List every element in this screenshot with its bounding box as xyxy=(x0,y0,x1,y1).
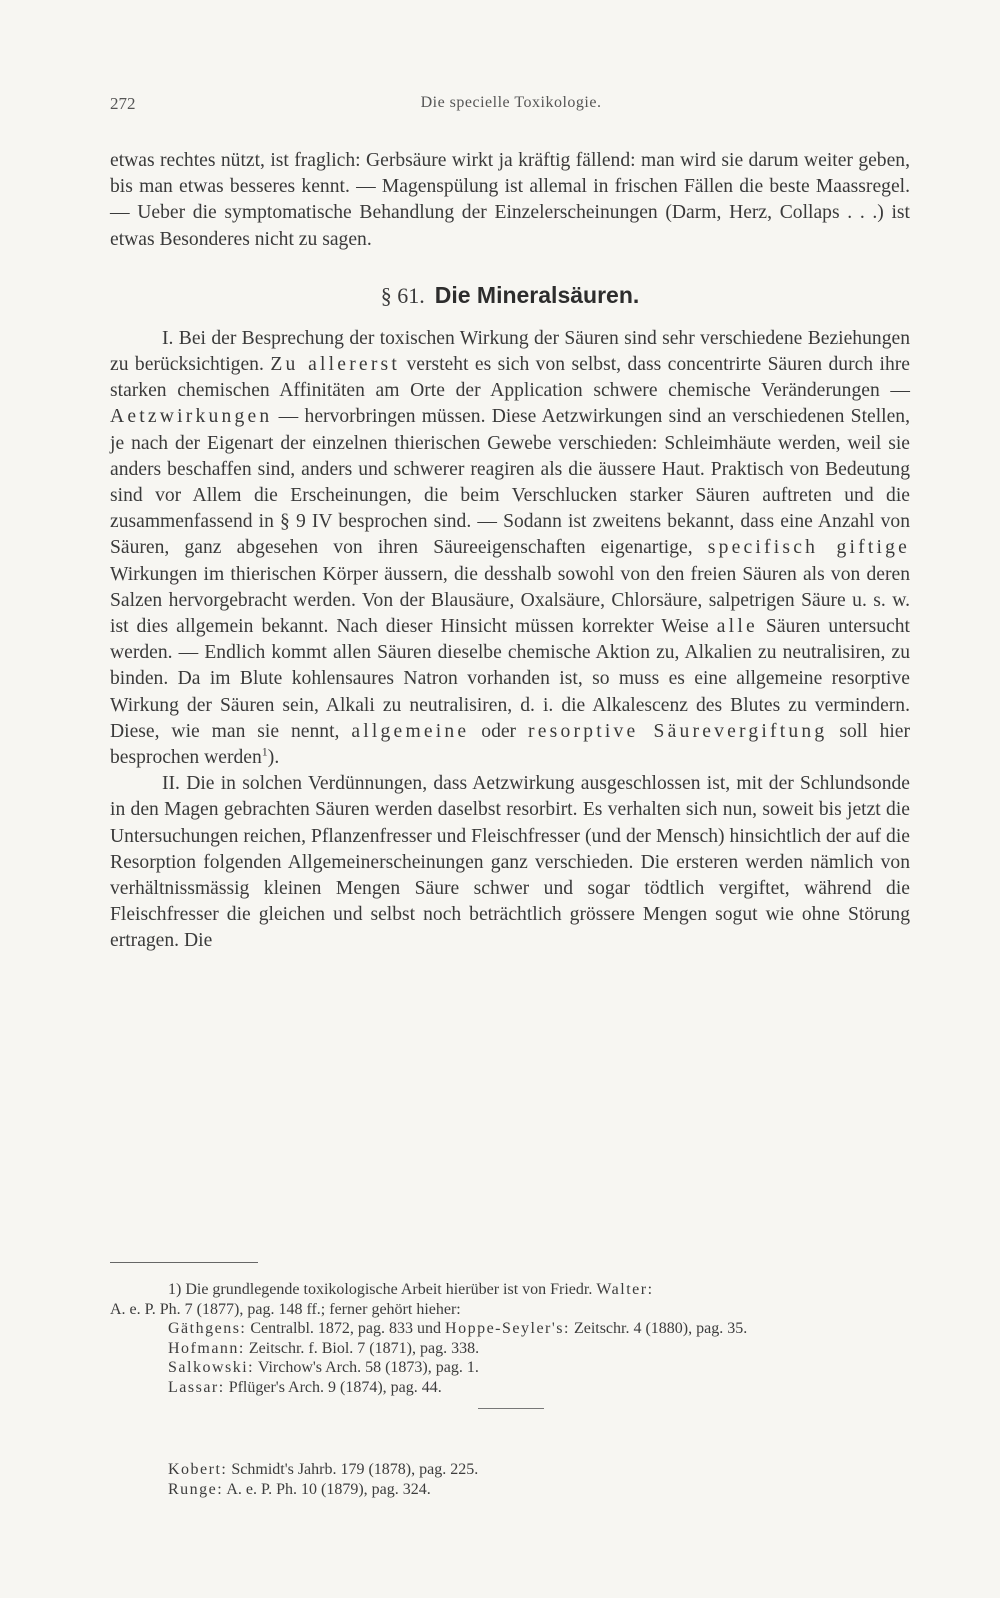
section-heading xyxy=(110,281,910,310)
footnote-1-line-2: A. e. P. Ph. 7 (1877), pag. 148 ff.; ferner gehört hieher: xyxy=(110,1300,461,1318)
page-header xyxy=(110,94,912,120)
footnote-marker[interactable]: 1 xyxy=(261,744,268,759)
author-name: Salkowski: xyxy=(168,1359,255,1377)
ref-text: A. e. P. Ph. 10 (1879), pag. 324. xyxy=(226,1480,431,1498)
author-name: Hofmann: xyxy=(168,1339,245,1357)
footnote-mark: 1) xyxy=(168,1281,182,1298)
spaced-emphasis: specifisch giftige xyxy=(707,537,910,559)
author-name: Walter: xyxy=(596,1281,654,1298)
ref-text: Virchow's Arch. 58 (1873), pag. 1. xyxy=(257,1359,479,1377)
author-name: Lassar: xyxy=(168,1378,225,1396)
ref-text: Pflüger's Arch. 9 (1874), pag. 44. xyxy=(228,1378,442,1396)
author-name: Runge: xyxy=(168,1480,224,1498)
paragraph-one xyxy=(110,326,910,771)
text-run: oder xyxy=(481,720,517,742)
spaced-emphasis: resorptive Säurevergiftung xyxy=(528,720,828,742)
footnotes xyxy=(110,1280,910,1409)
text-run: I. Bei der Besprechung der toxischen Wirkung der Säuren sind sehr verschiedene Beziehungen zu berücksichtigen. xyxy=(110,327,910,376)
ref-runge xyxy=(110,1480,910,1500)
footnote-text: Die grundlegende toxikologische Arbeit hierüber ist von Friedr. xyxy=(185,1281,593,1298)
ref-salkowski xyxy=(110,1358,910,1378)
ref-kobert xyxy=(110,1460,910,1480)
section-number: § 61. xyxy=(380,282,425,308)
spaced-emphasis: Zu allererst xyxy=(270,354,401,376)
text-run: Säuren untersucht werden. — Endlich kommt allen Säuren dieselbe chemische Aktion zu, Alkalien zu neutralisiren, zu binden. Da im Blute kohlensaures Natron vorhanden ist, so muss es eine allgemeine resorptive Wirkung der Säuren sein, Alkali zu neutralisiren, d. i. die Alkalescenz des Blutes zu vermindern. Diese, wie man sie nennt, xyxy=(110,616,910,742)
ref-lassar xyxy=(110,1378,910,1398)
footnote-rule xyxy=(110,1262,258,1263)
body-text xyxy=(110,148,910,955)
author-name: Gäthgens: xyxy=(168,1320,247,1338)
ref-text: Zeitschr. 4 (1880), pag. 35. xyxy=(573,1320,748,1338)
text-run: versteht es sich von selbst, dass concentrirte Säuren durch ihre starken chemischen Affinitäten am Orte der Application schwere chemische Veränderungen — xyxy=(110,354,910,402)
author-name: Kobert: xyxy=(168,1461,228,1478)
running-head: Die specielle Toxikologie. xyxy=(420,94,602,111)
ref-text: Schmidt's Jahrb. 179 (1878), pag. 225. xyxy=(231,1461,479,1478)
ref-gaethgens xyxy=(110,1319,910,1339)
ref-text: Centralbl. 1872, pag. 833 und xyxy=(250,1320,442,1338)
footnote-separator xyxy=(478,1408,544,1409)
spaced-emphasis: alle xyxy=(716,616,758,638)
section-title: Die Mineralsäuren. xyxy=(434,281,640,308)
spaced-emphasis: allgemeine xyxy=(351,720,470,742)
text-run: soll hier besprochen werden xyxy=(110,720,911,769)
spaced-emphasis: Aetzwirkungen xyxy=(110,406,273,428)
paragraph-two: II. Die in solchen Verdünnungen, dass Aetzwirkung ausgeschlossen ist, mit der Schlundsonde in den Magen gebrachten Säuren werden daselbst resorbirt. Es verhalten sich nun, soweit bis jetzt die Untersuchungen reichen, Pflanzenfresser und Fleischfresser (und der Mensch) hinsichtlich der auf die Resorption folgenden Allgemeinerscheinungen ganz verschieden. Die ersteren werden nämlich von verhältnissmässig kleinen Mengen Säure schwer und sogar tödtlich vergiftet, während die Fleischfresser die gleichen und selbst noch beträchtlich grössere Mengen sogut wie ohne Störung ertragen. Die xyxy=(110,773,910,952)
author-name: Hoppe-Seyler's: xyxy=(445,1320,570,1338)
paragraph-continued: etwas rechtes nützt, ist fraglich: Gerbsäure wirkt ja kräftig fällend: man wird sie darum weiter geben, bis man etwas besseres kennt. — Magenspülung ist allemal in frischen Fällen die beste Maassregel. — Ueber die symptomatische Behandlung der Einzelerscheinungen (Darm, Herz, Collaps . . .) ist etwas Besonderes nicht zu sagen. xyxy=(110,150,910,250)
footnotes-continued xyxy=(110,1460,910,1499)
text-run: Wirkungen im thierischen Körper äussern, die desshalb sowohl von den freien Säuren als von deren Salzen hervorgebracht werden. Von der Blausäure, Oxalsäure, Chlorsäure, salpetrigen Säure u. s. w. ist dies allgemein bekannt. Nach dieser Hinsicht müssen korrekter Weise xyxy=(110,563,910,638)
footnote-1 xyxy=(110,1280,910,1300)
text-run: ). xyxy=(267,747,280,769)
ref-hofmann xyxy=(110,1339,910,1359)
page-number: 272 xyxy=(110,94,136,113)
text-run: — hervorbringen müssen. Diese Aetzwirkungen sind an verschiedenen Stellen, je nach der Eigenart der einzelnen thierischen Gewebe verschieden: Schleimhäute werden, weil sie anders beschaffen sind, anders und schwerer reagiren als die äussere Haut. Praktisch von Bedeutung sind vor Allem die Erscheinungen, die beim Verschlucken starker Säuren auftreten und die zusammenfassend in § 9 IV besprochen sind. — Sodann ist zweitens bekannt, dass eine Anzahl von Säuren, ganz abgesehen von ihren Säureeigenschaften eigenartige, xyxy=(110,406,910,559)
ref-text: Zeitschr. f. Biol. 7 (1871), pag. 338. xyxy=(248,1339,480,1357)
